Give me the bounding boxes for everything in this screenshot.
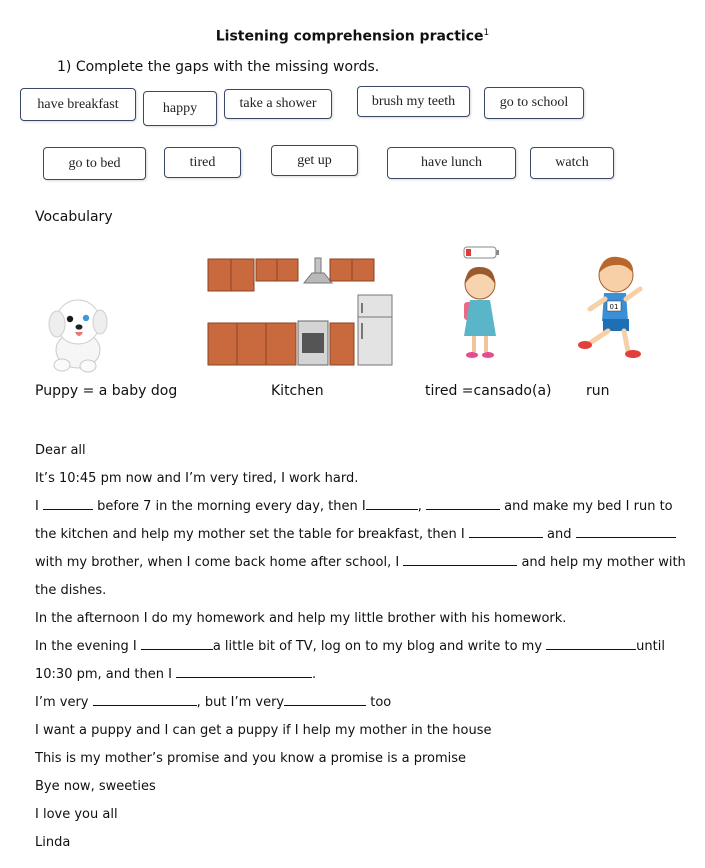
letter-line (35, 493, 675, 521)
boy-leg (624, 331, 628, 351)
running-boy-image (576, 255, 648, 363)
letter-text: 10:30 pm, and then I (35, 667, 177, 682)
letter-greeting: Dear all (35, 443, 86, 458)
word-box-brush-my-teeth: brush my teeth (357, 86, 470, 117)
word-box-watch: watch (530, 147, 614, 179)
letter-text: and make my bed I run to (499, 499, 673, 514)
gap-7[interactable] (141, 634, 213, 650)
letter-line (35, 549, 686, 577)
battery-level (466, 249, 471, 256)
tired-girl-image (456, 244, 506, 364)
letter-text: and help my mother with (517, 555, 686, 570)
footnote-mark: 1 (483, 28, 490, 38)
letter-line (35, 521, 675, 549)
letter-text: a little bit of TV, log on to my blog and write to my (212, 639, 547, 654)
letter-text: In the evening I (35, 639, 141, 654)
letter-text: the kitchen and help my mother set the table for breakfast, then I (35, 527, 469, 542)
letter-text: and (542, 527, 576, 542)
caption-kitchen: Kitchen (271, 383, 324, 399)
letter-line: In the afternoon I do my homework and help my little brother with his homework. (35, 611, 567, 626)
word-box-take-a-shower: take a shower (224, 89, 332, 119)
puppy-nose (76, 324, 83, 329)
letter-text: before 7 in the morning every day, then I (92, 499, 366, 514)
boy-arm (590, 299, 605, 309)
page-title (0, 28, 705, 45)
boy-leg (590, 331, 608, 343)
letter-line: I want a puppy and I can get a puppy if I help my mother in the house (35, 723, 492, 738)
word-box-tired: tired (164, 147, 241, 178)
letter-text: , but I’m very (196, 695, 285, 710)
gap-6[interactable] (403, 550, 517, 566)
kitchen-image (206, 255, 396, 367)
caption-run: run (586, 383, 610, 399)
boy-bib-number: 01 (609, 303, 619, 311)
base-cabinet (208, 323, 296, 365)
word-box-go-to-bed: go to bed (43, 147, 146, 180)
letter (35, 437, 686, 857)
gap-1[interactable] (43, 494, 93, 510)
letter-text: too (366, 695, 392, 710)
caption-tired: tired =cansado(a) (425, 383, 552, 399)
letter-text: until (636, 639, 665, 654)
puppy-ear (93, 310, 107, 334)
puppy-image (40, 292, 112, 374)
puppy-leg (54, 359, 70, 371)
puppy-leg (80, 360, 96, 372)
battery-tip (496, 250, 499, 255)
letter-line (35, 689, 675, 717)
letter-line: This is my mother’s promise and you know a promise is a promise (35, 751, 467, 766)
instruction: 1) Complete the gaps with the missing words. (57, 59, 380, 75)
letter-signature: Linda (35, 835, 71, 850)
caption-puppy: Puppy = a baby dog (35, 383, 178, 399)
gap-10[interactable] (93, 690, 197, 706)
oven-window (302, 333, 324, 353)
word-box-get-up: get up (271, 145, 358, 176)
letter-text: , (417, 499, 426, 514)
letter-line (35, 661, 675, 689)
letter-text: . (312, 667, 317, 682)
word-box-have-lunch: have lunch (387, 147, 516, 179)
gap-5[interactable] (576, 522, 676, 538)
puppy-ear (49, 311, 65, 337)
range-hood (304, 273, 332, 283)
letter-line: Bye now, sweeties (35, 779, 156, 794)
puppy-eye (83, 315, 89, 321)
gap-3[interactable] (426, 494, 500, 510)
girl-shoe (466, 352, 478, 358)
word-box-happy: happy (143, 91, 217, 126)
gap-8[interactable] (546, 634, 636, 650)
letter-text: with my brother, when I come back home after school, I (35, 555, 404, 570)
fridge (358, 295, 392, 365)
gap-4[interactable] (469, 522, 543, 538)
title-text: Listening comprehension practice (215, 28, 484, 45)
gap-2[interactable] (366, 494, 418, 510)
girl-shoe (482, 352, 494, 358)
letter-line: I love you all (35, 807, 118, 822)
letter-line: the dishes. (35, 583, 107, 598)
boy-arm (626, 289, 640, 299)
boy-shoe (625, 350, 641, 358)
gap-11[interactable] (284, 690, 366, 706)
letter-text: I’m very (35, 695, 93, 710)
word-box-go-to-school: go to school (484, 87, 584, 119)
letter-text: I (35, 499, 43, 514)
gap-9[interactable] (176, 662, 312, 678)
hood-chimney (315, 258, 321, 273)
puppy-eye (67, 316, 73, 322)
base-cabinet (330, 323, 354, 365)
vocabulary-heading: Vocabulary (35, 209, 113, 225)
word-box-have-breakfast: have breakfast (20, 88, 136, 121)
letter-line: It’s 10:45 pm now and I’m very tired, I work hard. (35, 471, 359, 486)
letter-line (35, 633, 675, 661)
boy-shoe (578, 341, 592, 349)
